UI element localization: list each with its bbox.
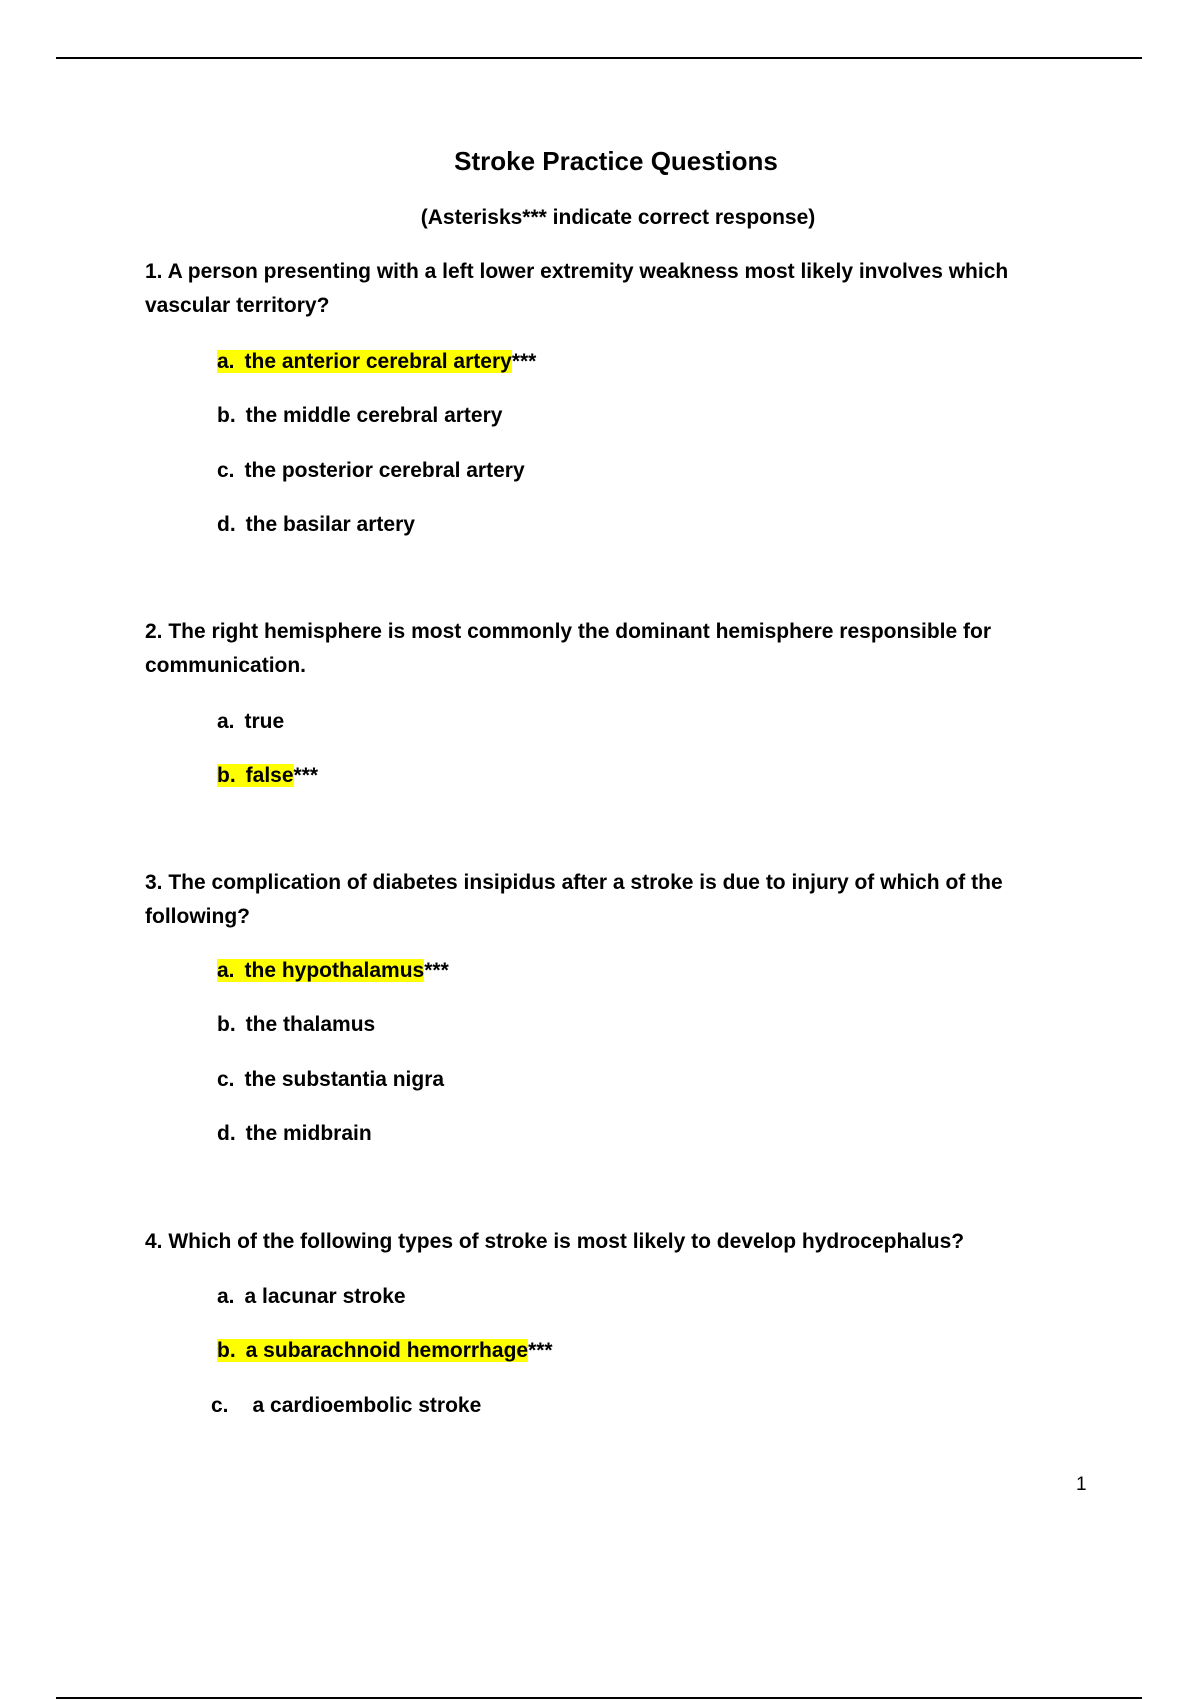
option-4c: c. a cardioembolic stroke — [211, 1394, 482, 1417]
option-4b — [217, 1337, 553, 1365]
answer-highlight: a. the anterior cerebral artery — [217, 350, 512, 373]
option-2b — [217, 762, 318, 790]
option-3b: b. the thalamus — [217, 1013, 376, 1036]
page-title: Stroke Practice Questions — [454, 146, 778, 176]
page-number: 1 — [1076, 1474, 1087, 1495]
option-1b: b. the middle cerebral artery — [217, 404, 503, 427]
page-subtitle: (Asterisks*** indicate correct response) — [420, 206, 816, 229]
option-4a: a. a lacunar stroke — [217, 1285, 406, 1308]
question-3: 3. The complication of diabetes insipidus after a stroke is due to injury of which of the following? — [145, 871, 1003, 928]
option-1a — [217, 348, 536, 376]
correct-marker: *** — [528, 1339, 553, 1362]
answer-highlight: b. false — [217, 764, 294, 787]
question-4: 4. Which of the following types of stroke is most likely to develop hydrocephalus? — [145, 1230, 965, 1253]
option-3a — [217, 957, 449, 985]
answer-highlight: a. the hypothalamus — [217, 959, 425, 982]
footer-rule — [56, 1697, 1142, 1699]
answer-highlight: b. a subarachnoid hemorrhage — [217, 1339, 529, 1362]
option-1d: d. the basilar artery — [217, 513, 415, 536]
option-1c: c. the posterior cerebral artery — [217, 459, 525, 482]
correct-marker: *** — [424, 959, 449, 982]
option-3d: d. the midbrain — [217, 1122, 372, 1145]
correct-marker: *** — [293, 764, 319, 787]
question-2: 2. The right hemisphere is most commonly the dominant hemisphere responsible for communication. — [145, 620, 991, 677]
correct-marker: *** — [511, 350, 537, 373]
option-3c: c. the substantia nigra — [217, 1068, 445, 1091]
header-rule — [56, 57, 1142, 59]
question-1: 1. A person presenting with a left lower extremity weakness most likely involves which vascular territory? — [145, 260, 1009, 317]
option-2a: a. true — [217, 710, 285, 733]
